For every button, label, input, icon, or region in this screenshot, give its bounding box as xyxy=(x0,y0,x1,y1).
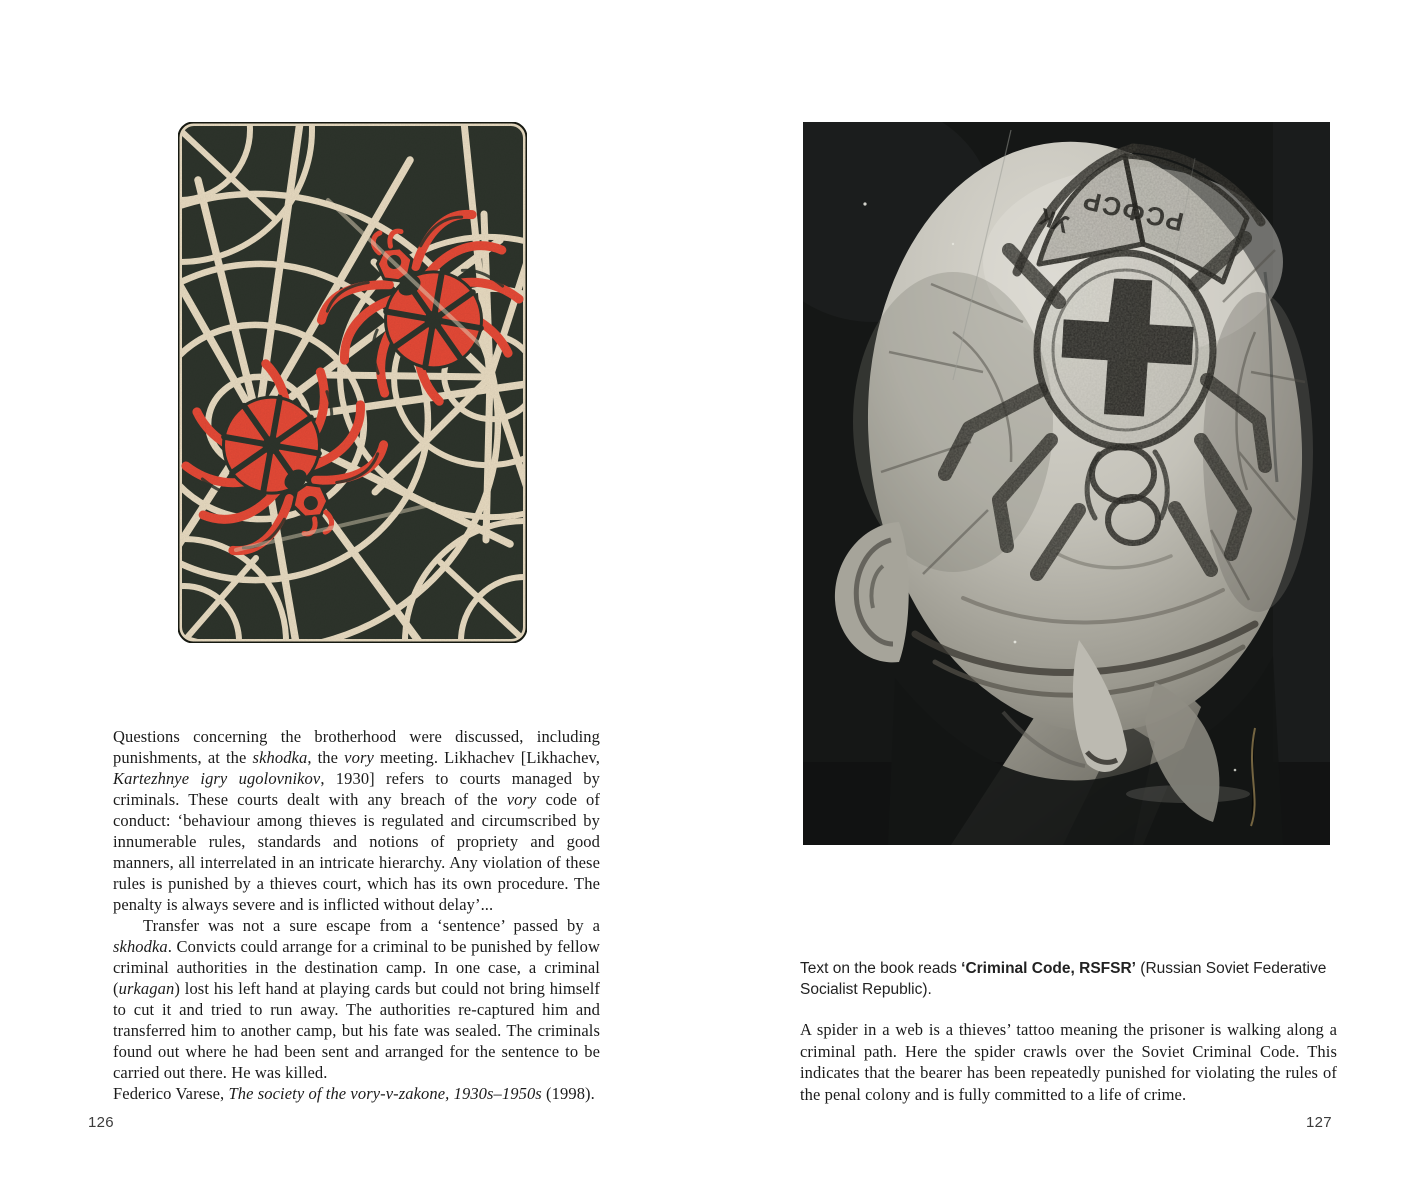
left-page-body-text xyxy=(113,726,600,1104)
page-number-left: 126 xyxy=(88,1114,114,1131)
tattooed-head-svg xyxy=(803,122,1330,845)
right-page-body-text xyxy=(800,1019,1337,1105)
source-line: Federico Varese, The society of the vory-v-zakone, 1930s–1950s (1998). xyxy=(113,1084,595,1103)
paragraph: A spider in a web is a thieves’ tattoo meaning the prisoner is walking along a criminal path. Here the spider crawls over the Soviet Criminal Code. This indicates that the bearer has been repeatedly punished for violating the rules of the penal colony and is fully committed to a life of crime. xyxy=(800,1020,1337,1104)
paragraph: Transfer was not a sure escape from a ‘sentence’ passed by a skhodka. Convicts could arrange for a criminal to be punished by fellow criminal authorities in the destination camp. In one case, a criminal (urkagan) lost his left hand at playing cards but could not bring himself to cut it and tried to run away. The authorities re-captured him and transferred him to another camp, but his fate was sealed. The criminals found out where he had been sent and arranged for the sentence to be carried out there. He was killed. xyxy=(113,916,600,1082)
paper-texture xyxy=(178,122,527,643)
paragraph: Questions concerning the brotherhood were discussed, including punishments, at the skhodka, the vory meeting. Likhachev [Likhachev, Kartezhnye igry ugolovnikov, 1930] refers to courts managed by criminals. These courts dealt with any breach of the vory code of conduct: ‘behaviour among thieves is regulated and circumscribed by innumerable rules, standards and notions of propriety and good manners, all interrelated in an intricate hierarchy. Any violation of these rules is punished by a thieves court, which has its own procedure. The penalty is always severe and is inflicted without delay’... xyxy=(113,727,601,914)
spider-card-svg xyxy=(178,122,527,643)
photo-caption: Text on the book reads ‘Criminal Code, RSFSR’ (Russian Soviet Federative Socialist Republic). xyxy=(800,960,1327,998)
page-number-right: 127 xyxy=(1306,1114,1332,1131)
tattooed-head-photo xyxy=(803,122,1330,845)
spider-card-image xyxy=(178,122,527,643)
